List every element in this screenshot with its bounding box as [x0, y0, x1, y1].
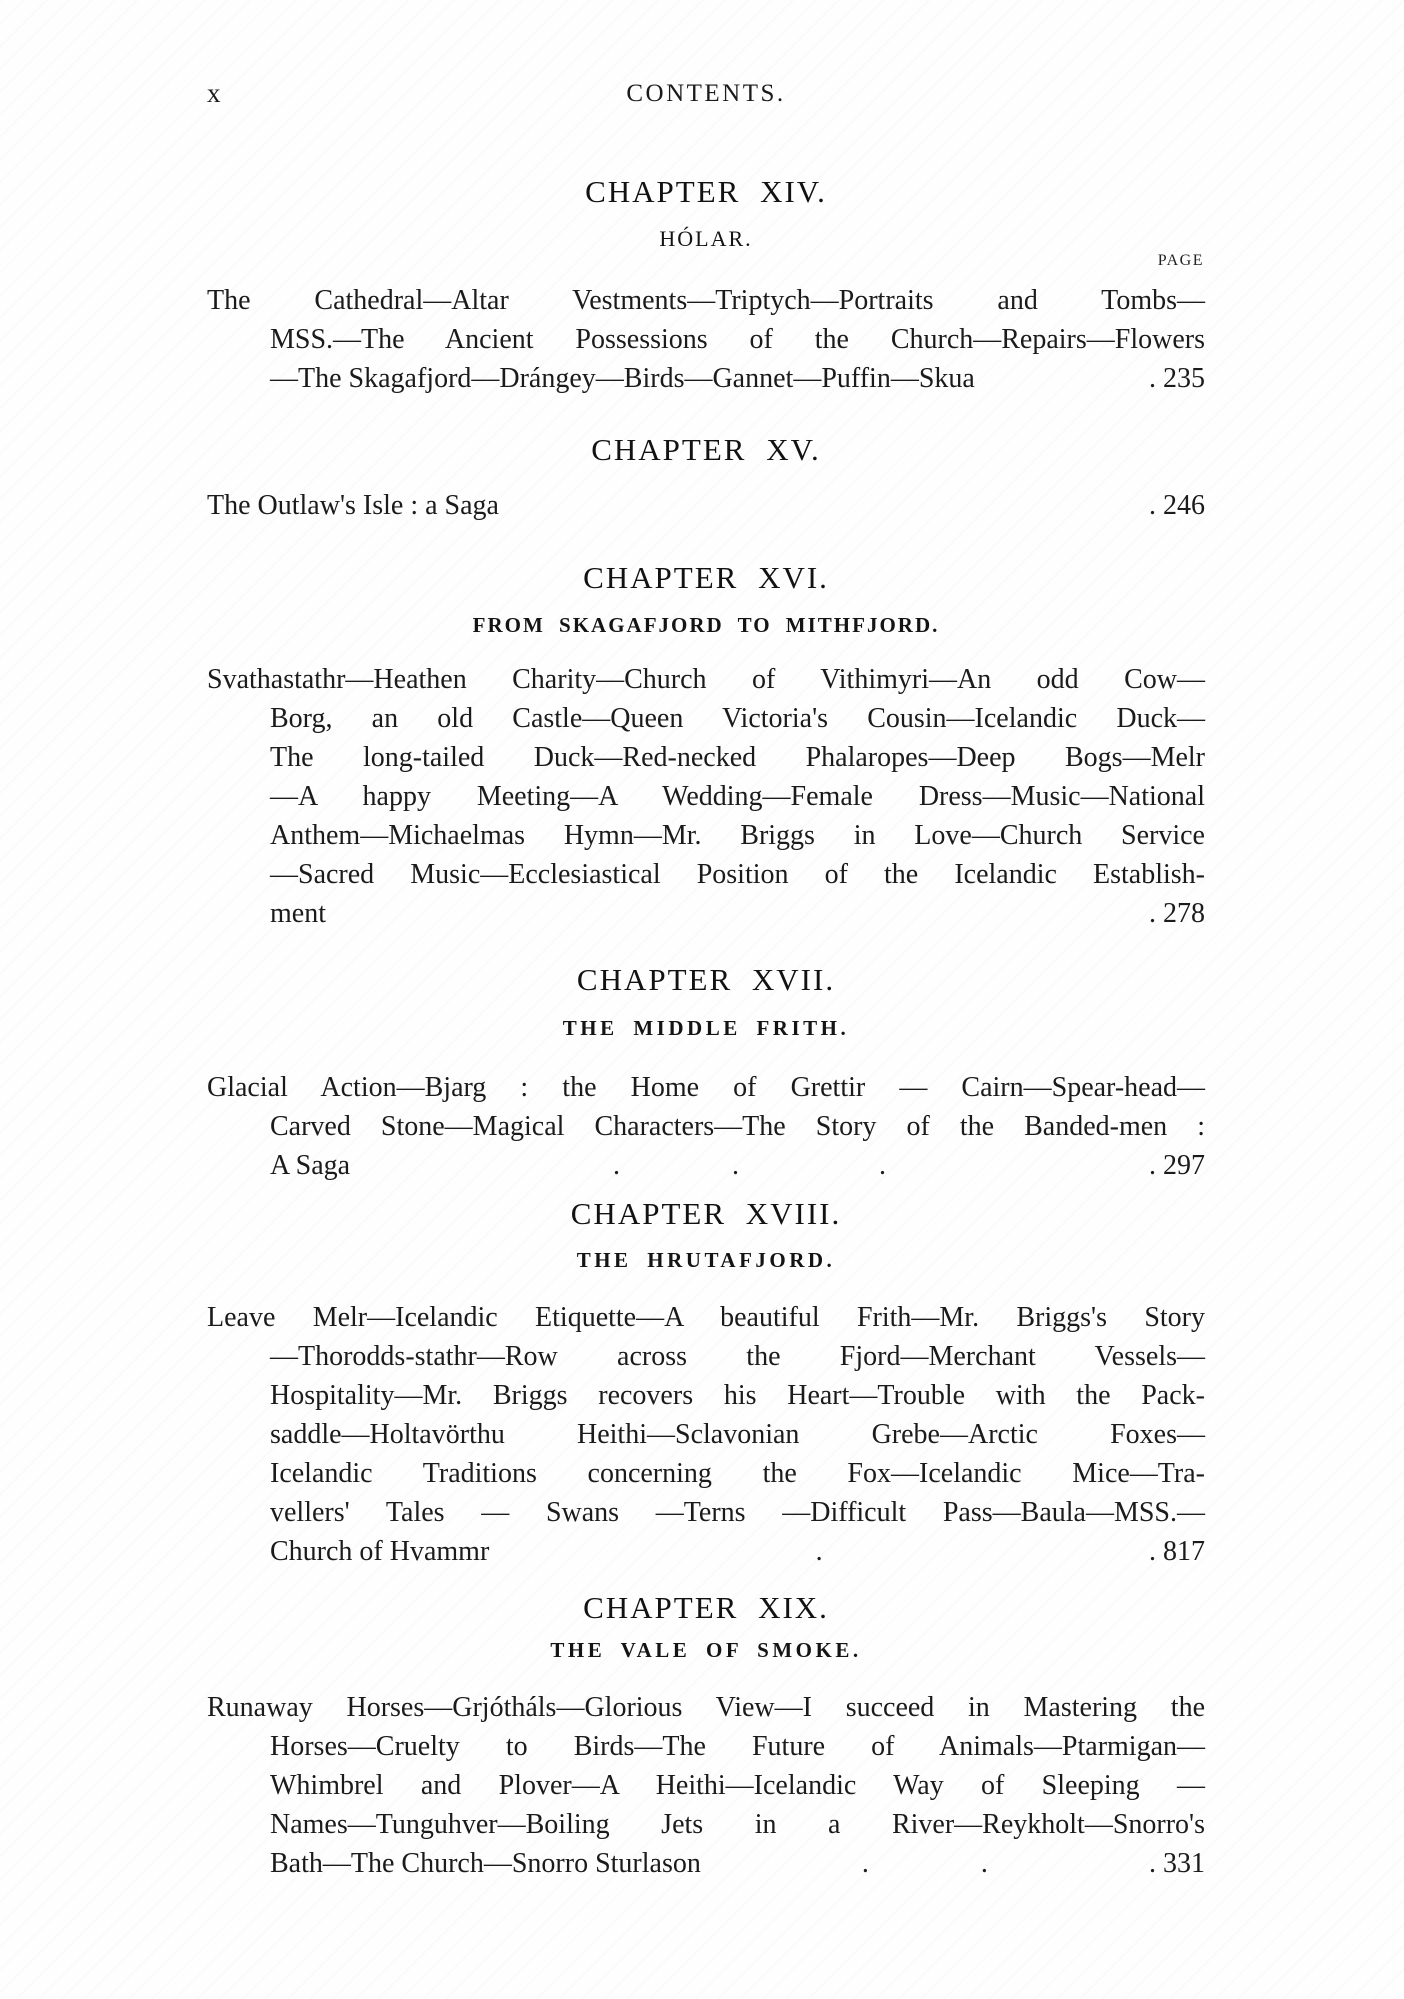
- folio-page-number: x: [207, 78, 222, 108]
- entry-line: Hospitality—Mr. Briggs recovers his Heart—Trouble with the Pack-: [270, 1380, 1205, 1411]
- entry-line: Glacial Action—Bjarg : the Home of Grettir — Cairn—Spear-head—: [207, 1072, 1205, 1103]
- entry-page-number: . 331: [1149, 1848, 1205, 1879]
- toc-entry-xviii: [207, 1298, 1205, 1571]
- entry-page-number: . 278: [1149, 898, 1205, 929]
- entry-last-line: [270, 894, 1205, 933]
- chapter-heading-xv: CHAPTER XV.: [591, 432, 821, 467]
- entry-line: Svathastathr—Heathen Charity—Church of Vithimyri—An odd Cow—: [207, 664, 1205, 695]
- leader-dots: .: [815, 1536, 823, 1567]
- entry-page-number: . 235: [1149, 363, 1205, 394]
- entry-line: Names—Tunguhver—Boiling Jets in a River—Reykholt—Snorro's: [270, 1809, 1205, 1840]
- chapter-heading-xiv: CHAPTER XIV.: [585, 174, 827, 209]
- chapter-subtitle-xvii: THE MIDDLE FRITH.: [562, 1016, 850, 1040]
- entry-line: —A happy Meeting—A Wedding—Female Dress—Music—National: [270, 781, 1205, 812]
- chapter-heading-xviii: CHAPTER XVIII.: [570, 1196, 842, 1231]
- entry-line: Whimbrel and Plover—A Heithi—Icelandic Way of Sleeping —: [270, 1770, 1205, 1801]
- entry-last-line: [270, 1844, 1205, 1883]
- chapter-subtitle-xiv: HÓLAR.: [659, 226, 753, 251]
- entry-line: Icelandic Traditions concerning the Fox—Icelandic Mice—Tra-: [270, 1458, 1205, 1489]
- entry-line: saddle—Holtavörthu Heithi—Sclavonian Grebe—Arctic Foxes—: [270, 1419, 1205, 1450]
- entry-last-line: [207, 486, 1205, 525]
- entry-page-number: . 817: [1149, 1536, 1205, 1567]
- leader-dots: . .: [861, 1848, 988, 1879]
- toc-entry-xvi: [207, 660, 1205, 933]
- entry-text: Church of Hvammr: [270, 1536, 490, 1567]
- entry-text: ment: [270, 898, 326, 929]
- entry-line: The long-tailed Duck—Red-necked Phalaropes—Deep Bogs—Melr: [270, 742, 1205, 773]
- chapter-subtitle-xviii: THE HRUTAFJORD.: [576, 1248, 836, 1272]
- entry-page-number: . 297: [1149, 1150, 1205, 1181]
- chapter-subtitle-xix: THE VALE OF SMOKE.: [550, 1638, 862, 1662]
- entry-line: MSS.—The Ancient Possessions of the Church—Repairs—Flowers: [270, 324, 1205, 355]
- entry-line: Leave Melr—Icelandic Etiquette—A beautiful Frith—Mr. Briggs's Story: [207, 1302, 1205, 1333]
- chapter-heading-xvii: CHAPTER XVII.: [576, 962, 836, 997]
- entry-text: The Outlaw's Isle : a Saga: [207, 490, 499, 521]
- entry-page-number: . 246: [1149, 490, 1205, 521]
- toc-entry-xiv: [207, 281, 1205, 398]
- entry-last-line: [270, 1146, 1205, 1185]
- entry-last-line: [270, 1532, 1205, 1571]
- leader-dots: . . .: [613, 1150, 887, 1181]
- entry-line: Horses—Cruelty to Birds—The Future of Animals—Ptarmigan—: [270, 1731, 1205, 1762]
- entry-line: —Thorodds-stathr—Row across the Fjord—Merchant Vessels—: [270, 1341, 1205, 1372]
- entry-text: A Saga: [270, 1150, 351, 1181]
- entry-line: Runaway Horses—Grjótháls—Glorious View—I succeed in Mastering the: [207, 1692, 1205, 1723]
- page-column-label: PAGE: [1157, 252, 1204, 269]
- entry-line: The Cathedral—Altar Vestments—Triptych—Portraits and Tombs—: [207, 285, 1205, 316]
- entry-text: —The Skagafjord—Drángey—Birds—Gannet—Puffin—Skua: [270, 363, 975, 394]
- entry-line: Anthem—Michaelmas Hymn—Mr. Briggs in Love—Church Service: [270, 820, 1205, 851]
- entry-line: Carved Stone—Magical Characters—The Story of the Banded-men :: [270, 1111, 1205, 1142]
- running-title: CONTENTS.: [626, 80, 786, 107]
- toc-entry-xv: [207, 486, 1205, 525]
- entry-line: vellers' Tales — Swans —Terns —Difficult Pass—Baula—MSS.—: [270, 1497, 1205, 1528]
- chapter-heading-xix: CHAPTER XIX.: [583, 1590, 829, 1625]
- entry-line: Borg, an old Castle—Queen Victoria's Cousin—Icelandic Duck—: [270, 703, 1205, 734]
- entry-line: —Sacred Music—Ecclesiastical Position of the Icelandic Establish-: [270, 859, 1205, 890]
- toc-entry-xvii: [207, 1068, 1205, 1185]
- entry-text: Bath—The Church—Snorro Sturlason: [270, 1848, 701, 1879]
- chapter-subtitle-xvi: FROM SKAGAFJORD TO MITHFJORD.: [472, 613, 940, 637]
- entry-last-line: [270, 359, 1205, 398]
- chapter-heading-xvi: CHAPTER XVI.: [583, 560, 829, 595]
- toc-entry-xix: [207, 1688, 1205, 1883]
